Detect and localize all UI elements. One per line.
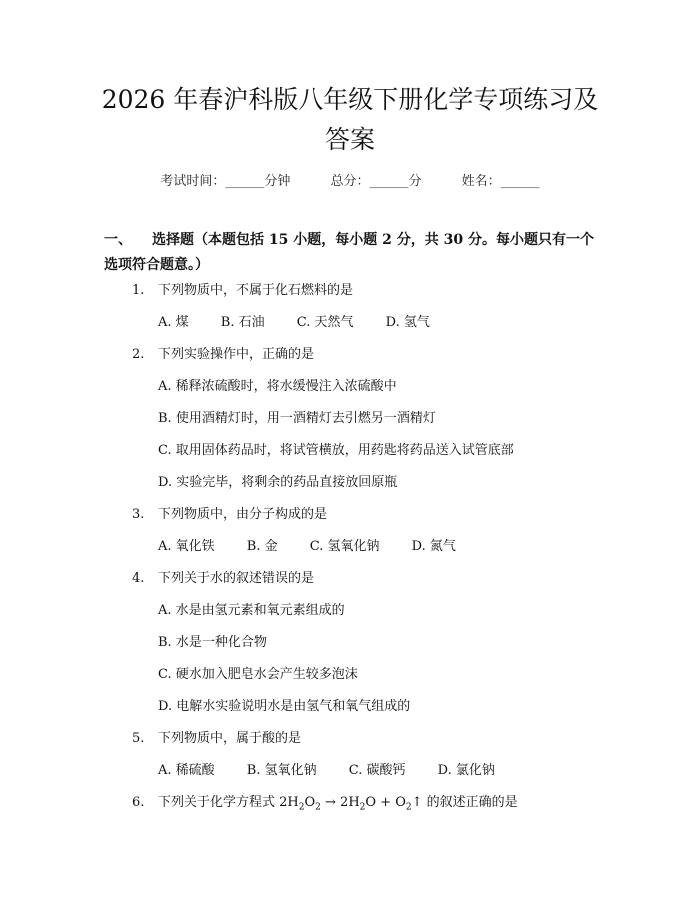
question-number: 1. — [132, 283, 145, 298]
option-c: C. 硬水加入肥皂水会产生较多泡沫 — [158, 667, 358, 682]
question-4 — [132, 570, 314, 588]
option-d: D. 氮气 — [411, 539, 456, 554]
question-2 — [132, 346, 314, 364]
total-score-field: 总分：______分 — [330, 174, 422, 189]
section-title: 选择题（本题包括 15 小题，每小题 2 分，共 30 分。每小题只有一个选项符合题意。） — [104, 232, 594, 273]
student-name-field: 姓名：______ — [461, 174, 540, 189]
option-d: D. 氯化钠 — [437, 763, 495, 778]
option-a: A. 氧化铁 — [158, 539, 215, 554]
question-number: 4. — [132, 571, 145, 586]
option-c: C. 碳酸钙 — [348, 763, 406, 778]
question-number: 2. — [132, 347, 145, 362]
option-b: B. 使用酒精灯时，用一酒精灯去引燃另一酒精灯 — [158, 411, 436, 426]
option-b: B. 水是一种化合物 — [158, 635, 267, 650]
question-stem: 下列物质中，由分子构成的是 — [158, 507, 328, 522]
question-stem: 下列关于水的叙述错误的是 — [158, 571, 315, 586]
question-stem: 下列实验操作中，正确的是 — [158, 347, 315, 362]
option-a: A. 稀硫酸 — [158, 763, 215, 778]
option-c: C. 天然气 — [296, 315, 354, 330]
exam-time-field: 考试时间：______分钟 — [160, 174, 291, 189]
option-c: C. 氢氧化钠 — [309, 539, 380, 554]
option-c: C. 取用固体药品时，将试管横放，用药匙将药品送入试管底部 — [158, 443, 514, 458]
option-a: A. 水是由氢元素和氧元素组成的 — [158, 603, 345, 618]
question-6 — [132, 794, 518, 817]
question-stem: 下列物质中，不属于化石燃料的是 — [158, 283, 354, 298]
question-5 — [132, 730, 301, 748]
option-a: A. 煤 — [158, 315, 189, 330]
title-line-2: 答案 — [324, 125, 375, 154]
question-3 — [132, 506, 327, 524]
chemical-equation: $2H_2O_2 \to 2H_2O$ + $O_2↑$ — [279, 795, 423, 813]
option-d: D. 氢气 — [385, 315, 430, 330]
question-stem-pre: 下列关于化学方程式 — [158, 795, 280, 810]
question-5-options — [158, 762, 523, 780]
question-1 — [132, 282, 353, 300]
question-number: 6. — [132, 795, 145, 810]
exam-title — [60, 80, 640, 160]
option-d: D. 电解水实验说明水是由氢气和氧气组成的 — [158, 699, 411, 714]
option-a: A. 稀释浓硫酸时，将水缓慢注入浓硫酸中 — [158, 379, 397, 394]
question-stem-post: 的叙述正确的是 — [422, 795, 518, 810]
option-b: B. 金 — [246, 539, 278, 554]
option-d: D. 实验完毕，将剩余的药品直接放回原瓶 — [158, 475, 398, 490]
exam-meta — [0, 170, 700, 189]
option-b: B. 石油 — [220, 315, 265, 330]
section-heading — [104, 228, 599, 278]
title-line-1: 2026 年春沪科版八年级下册化学专项练习及 — [101, 85, 599, 114]
section-number: 一、 — [104, 232, 132, 248]
question-3-options — [158, 538, 484, 556]
question-1-options — [158, 314, 458, 332]
question-stem: 下列物质中，属于酸的是 — [158, 731, 302, 746]
question-number: 3. — [132, 507, 145, 522]
question-number: 5. — [132, 731, 145, 746]
option-b: B. 氢氧化钠 — [246, 763, 317, 778]
